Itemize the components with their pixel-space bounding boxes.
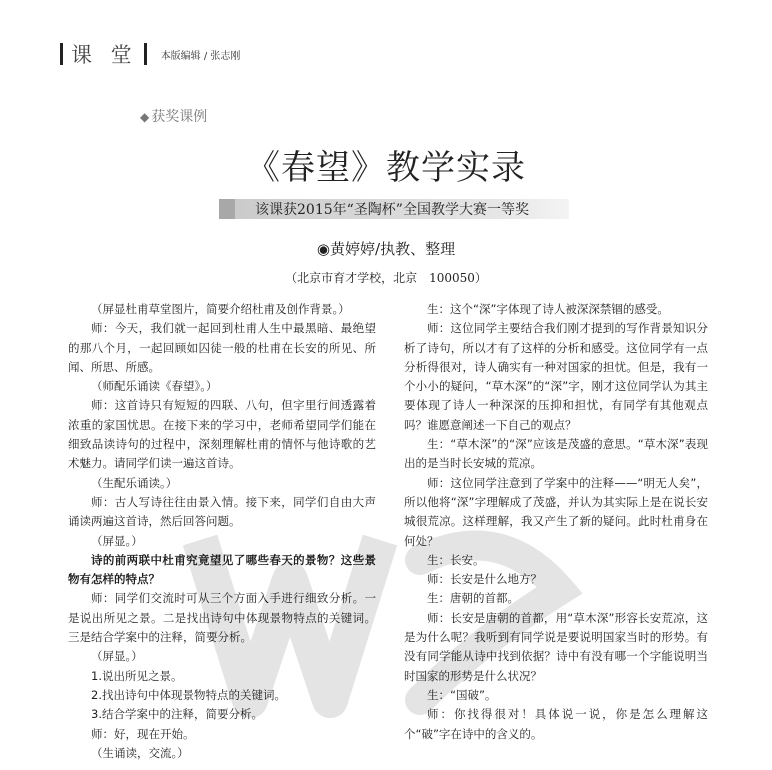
award-tag-label: 获奖课例 [151,109,208,125]
editor-credit: 本版编辑 / 张志刚 [160,50,241,62]
header-bar-left [60,43,63,65]
subtitle-banner [219,199,569,219]
paragraph: 生：“国破”。 [427,687,497,702]
paragraph: （师配乐诵读《春望》。） [91,379,218,394]
bullet-circle-icon: ◉ [316,240,331,258]
paragraph: （屏显。） [91,533,143,548]
paragraph: 生：唐朝的首都。 [427,591,519,606]
paragraph: 生：长安。 [427,552,485,567]
paragraph: 师：这首诗只有短短的四联、八句，但字里行间透露着浓重的家国忧思。在接下来的学习中，老师希望同学们能在细致品读诗句的过程中，深刻理解杜甫的情怀与他诗歌的艺术魅力。请同学们读一遍这首诗。 [68,398,376,471]
author-names: 黄婷婷/执教、整理 [330,240,456,258]
list-item: 1.说出所见之景。 [91,668,183,683]
author-line [0,238,772,259]
paragraph: （屏显。） [91,649,143,664]
affiliation: （北京市育才学校，北京 100050） [285,271,487,285]
paragraph: 师：你找得很对！具体说一说，你是怎么理解这个“破”字在诗中的含义的。 [404,707,708,741]
paragraph: 生：这个“深”字体现了诗人被深深禁锢的感受。 [427,302,669,316]
paragraph: 师：好，现在开始。 [91,726,195,741]
diamond-icon: ◆ [140,110,150,124]
page-header [60,40,240,68]
left-column [68,300,376,763]
list-item: 3.结合学案中的注释，简要分析。 [91,707,263,722]
header-bar-right [144,43,147,65]
paragraph: 师：同学们交流时可从三个方面入手进行细致分析。一是说出所见之景。二是找出诗句中体现景物特点的关键词。三是结合学案中的注释，简要分析。 [68,591,376,645]
right-column [404,300,708,744]
paragraph: 生：“草木深”的“深”应该是茂盛的意思。“草木深”表现出的是当时长安城的荒凉。 [404,437,708,471]
section-name: 课 堂 [71,43,138,67]
paragraph: 师：长安是唐朝的首都，用“草木深”形容长安荒凉，这是为什么呢？我听到有同学说是要说明国家当时的形势。有没有同学能从诗中找到依据？诗中有没有哪一个字能说明当时国家的形势是什么状况？ [404,610,708,683]
question-paragraph: 诗的前两联中杜甫究竟望见了哪些春天的景物？这些景物有怎样的特点？ [68,552,376,587]
paragraph: （生配乐诵读。） [91,475,178,490]
list-item: 2.找出诗句中体现景物特点的关键词。 [91,687,286,702]
subtitle: 该课获2015年“圣陶杯”全国教学大赛一等奖 [255,202,529,218]
award-tag [140,106,207,126]
banner-square [219,199,235,219]
paragraph: 师：古人写诗往往由景入情。接下来，同学们自由大声诵读两遍这首诗，然后回答问题。 [68,494,376,529]
article-title: 《春望》教学实录 [246,148,526,188]
paragraph: 师：长安是什么地方？ [427,572,542,587]
paragraph: 师：今天，我们就一起回到杜甫人生中最黑暗、最绝望的那八个月，一起回顾如囚徒一般的杜甫在长安的所见、所闻、所思、所感。 [68,321,376,374]
paragraph: （生诵读，交流。） [91,745,189,760]
paragraph: （屏显杜甫草堂图片，简要介绍杜甫及创作背景。） [91,302,350,316]
paragraph: 师：这位同学注意到了学案中的注释——“明无人矣”，所以他将“深”字理解成了茂盛，并认为其实际上是在说长安城很荒凉。这样理解，我又产生了新的疑问。此时杜甫身在何处？ [404,475,708,548]
paragraph: 师：这位同学主要结合我们刚才提到的写作背景知识分析了诗句，所以才有了这样的分析和感受。这位同学有一点分析得很对，诗人确实有一种对国家的担忧。但是，我有一个小小的疑问，“草木深”的“深”字，刚才这位同学认为其主要体现了诗人一种深深的压抑和担忧，有同学有其他观点吗？谁愿意阐述一下自己的观点？ [404,321,708,432]
